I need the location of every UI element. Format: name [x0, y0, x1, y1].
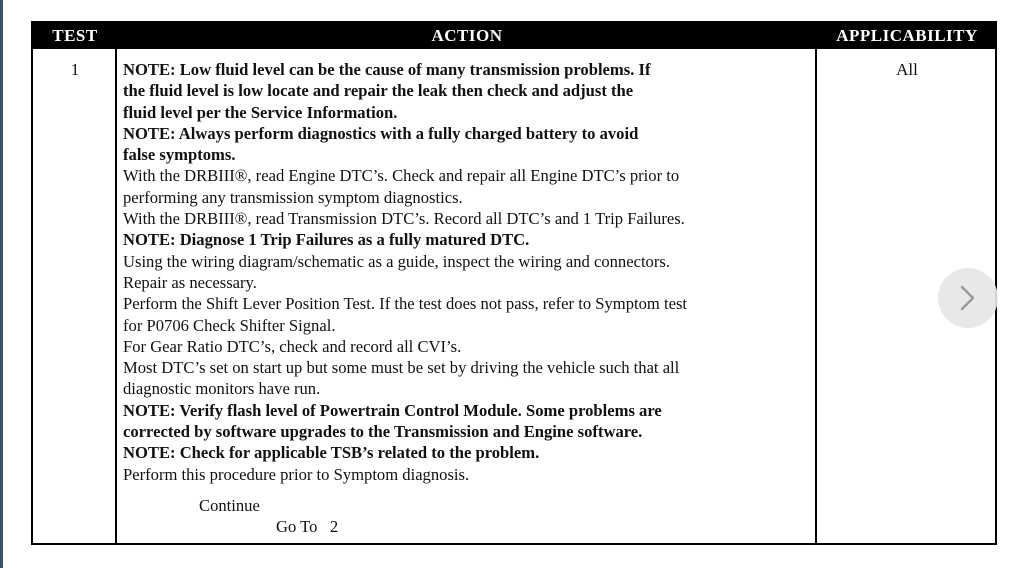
column-divider-2: [815, 49, 817, 543]
action-line: For Gear Ratio DTC’s, check and record all CVI’s.: [123, 336, 462, 356]
goto-line[interactable]: [276, 517, 338, 537]
action-line: With the DRBIII®, read Transmission DTC’s. Record all DTC’s and 1 Trip Failures.: [123, 209, 685, 229]
action-line: Repair as necessary.: [123, 272, 257, 292]
action-line: Most DTC’s set on start up but some must be set by driving the vehicle such that all: [123, 358, 680, 378]
action-line: fluid level per the Service Information.: [123, 102, 398, 122]
action-line: corrected by software upgrades to the Transmission and Engine software.: [123, 422, 643, 442]
action-line: Using the wiring diagram/schematic as a guide, inspect the wiring and connectors.: [123, 251, 670, 271]
header-applicability: APPLICABILITY: [836, 26, 978, 45]
chevron-right-icon: [956, 284, 980, 312]
applicability-value: All: [896, 60, 918, 79]
next-page-button[interactable]: [938, 268, 998, 328]
action-line: NOTE: Always perform diagnostics with a fully charged battery to avoid: [123, 123, 639, 143]
action-line: NOTE: Check for applicable TSB’s related to the problem.: [123, 443, 540, 463]
header-action: ACTION: [431, 26, 503, 45]
goto-target[interactable]: 2: [329, 517, 339, 536]
diagnostic-table: [31, 21, 997, 545]
action-line: the fluid level is low locate and repair the leak then check and adjust the: [123, 81, 634, 101]
action-line: Perform the Shift Lever Position Test. If the test does not pass, refer to Symptom test: [123, 294, 688, 314]
action-text: [123, 59, 813, 485]
column-divider-1: [115, 49, 117, 543]
action-line: performing any transmission symptom diagnostics.: [123, 187, 463, 207]
action-line: false symptoms.: [123, 145, 236, 165]
continue-label: Continue: [199, 496, 260, 515]
action-line: NOTE: Low fluid level can be the cause of many transmission problems. If: [123, 60, 651, 79]
test-number: 1: [70, 60, 80, 79]
action-line: for P0706 Check Shifter Signal.: [123, 315, 336, 335]
action-line: diagnostic monitors have run.: [123, 379, 321, 399]
left-window-edge: [0, 0, 3, 568]
action-line: With the DRBIII®, read Engine DTC’s. Check and repair all Engine DTC’s prior to: [123, 166, 680, 186]
header-test: TEST: [52, 26, 98, 45]
action-line: Perform this procedure prior to Symptom diagnosis.: [123, 464, 470, 484]
goto-label: Go To: [276, 517, 318, 536]
action-line: NOTE: Diagnose 1 Trip Failures as a fully matured DTC.: [123, 230, 530, 250]
table-header: [33, 23, 995, 49]
action-line: NOTE: Verify flash level of Powertrain Control Module. Some problems are: [123, 400, 662, 420]
